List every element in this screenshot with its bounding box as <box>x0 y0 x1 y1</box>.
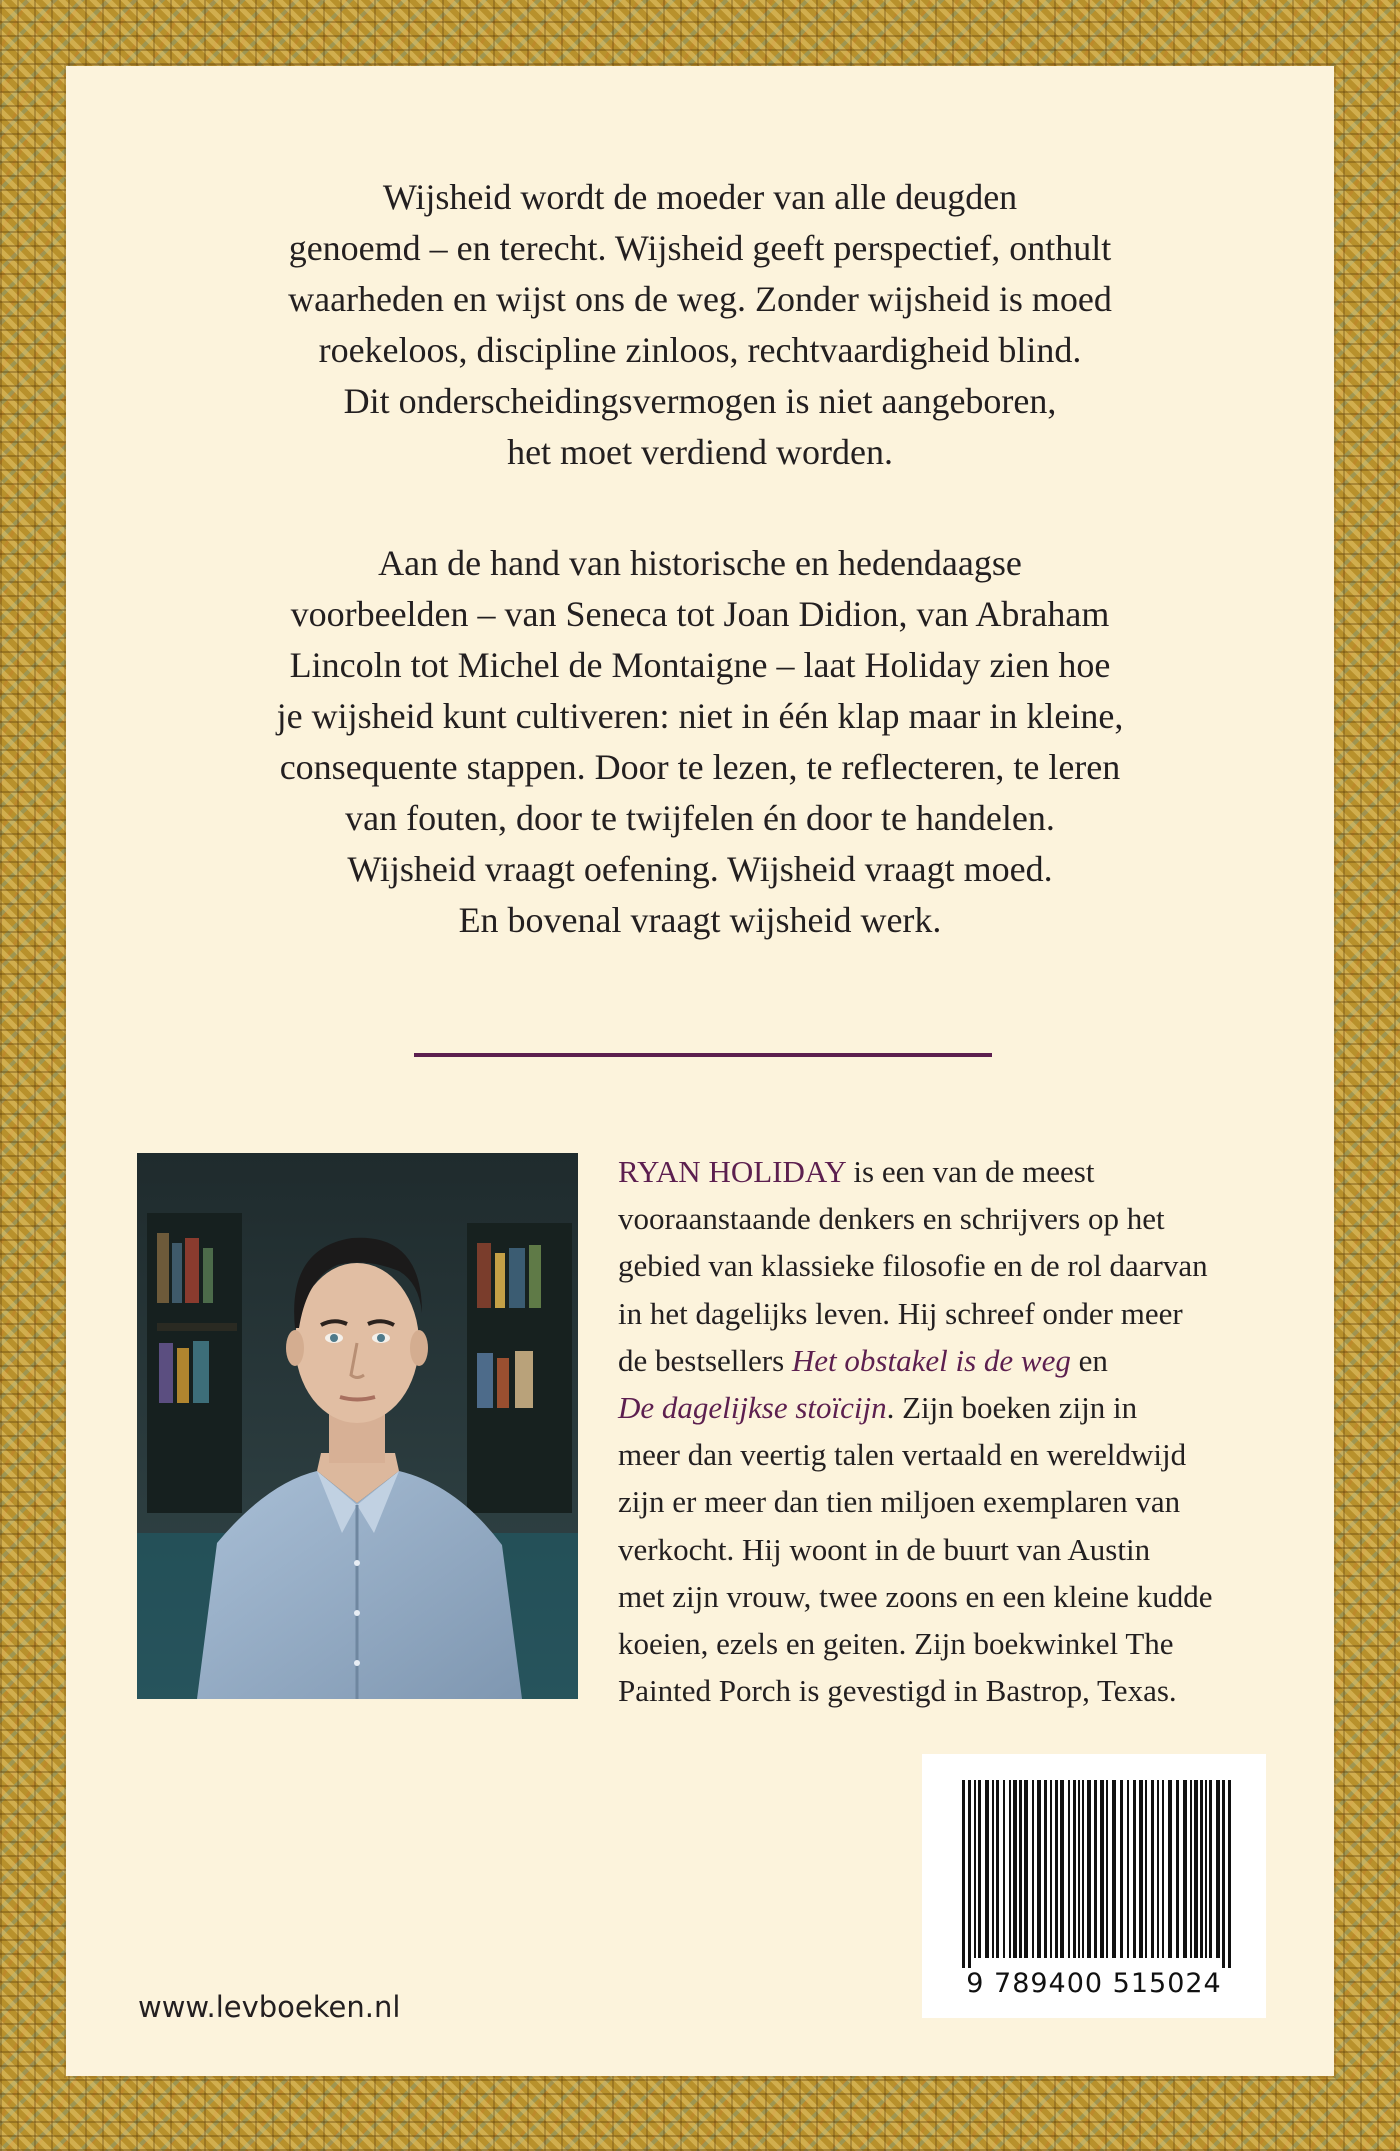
bio-line: vooraanstaande denkers en schrijvers op het <box>618 1201 1165 1237</box>
blurb-line: roekeloos, discipline zinloos, rechtvaardigheid blind. <box>318 330 1082 370</box>
barcode-bar <box>1120 1780 1123 1958</box>
barcode-bar <box>978 1780 981 1958</box>
barcode-bars <box>922 1754 1266 1968</box>
isbn-number: 9 789400 515024 <box>966 1968 1222 1999</box>
barcode-bar <box>1044 1780 1047 1958</box>
blurb-line: En bovenal vraagt wijsheid werk. <box>458 900 942 940</box>
barcode-bar <box>1176 1780 1179 1958</box>
bio-line: gebied van klassieke filosofie en de rol daarvan <box>618 1248 1208 1284</box>
barcode-bar <box>1003 1780 1005 1958</box>
blurb-line: Lincoln tot Michel de Montaigne – laat Holiday zien hoe <box>289 645 1111 685</box>
blurb-line: je wijsheid kunt cultiveren: niet in één klap maar in kleine, <box>276 696 1124 736</box>
blurb-line: waarheden en wijst ons de weg. Zonder wijsheid is moed <box>288 279 1112 319</box>
bio-line: de bestsellers Het obstakel is de weg en <box>618 1342 1108 1378</box>
barcode-bar <box>1009 1780 1011 1958</box>
barcode-bar <box>1209 1780 1212 1958</box>
barcode-bar <box>996 1780 999 1958</box>
bio-line: met zijn vrouw, twee zoons en een kleine kudde <box>618 1578 1213 1614</box>
barcode-bar <box>1157 1780 1159 1958</box>
barcode-bar <box>1112 1780 1116 1958</box>
barcode-bar <box>1094 1780 1097 1958</box>
bio-line: RYAN HOLIDAY is een van de meest <box>618 1154 1095 1189</box>
section-divider <box>414 1053 992 1057</box>
barcode-bar <box>1032 1780 1034 1958</box>
bio-line: koeien, ezels en geiten. Zijn boekwinkel The <box>618 1626 1174 1662</box>
barcode-bar <box>1019 1780 1022 1958</box>
barcode-bar <box>1200 1780 1203 1958</box>
barcode-bar <box>1050 1780 1052 1958</box>
barcode-bar <box>1087 1780 1091 1958</box>
barcode-bar <box>1194 1780 1198 1958</box>
barcode-bar <box>1145 1780 1147 1958</box>
barcode-bar <box>1024 1780 1028 1958</box>
barcode-bar <box>1162 1780 1164 1958</box>
barcode-bar <box>1216 1780 1220 1958</box>
bio-line: De dagelijkse stoïcijn. Zijn boeken zijn in <box>618 1390 1138 1426</box>
barcode-bar <box>968 1780 971 1968</box>
barcode <box>922 1754 1266 2018</box>
barcode-bar <box>1078 1780 1080 1958</box>
bio-line: zijn er meer dan tien miljoen exemplaren van <box>618 1484 1181 1520</box>
barcode-bar <box>1037 1780 1041 1958</box>
blurb-line: van fouten, door te twijfelen én door te handelen. <box>345 798 1055 838</box>
barcode-bar <box>1205 1780 1207 1958</box>
barcode-bar <box>1127 1780 1129 1958</box>
barcode-bar <box>962 1780 965 1968</box>
blurb-line: genoemd – en terecht. Wijsheid geeft perspectief, onthult <box>288 228 1112 268</box>
barcode-bar <box>1060 1780 1064 1958</box>
barcode-bar <box>1190 1780 1192 1958</box>
barcode-bar <box>1222 1780 1225 1968</box>
barcode-bar <box>1139 1780 1143 1958</box>
barcode-bar <box>985 1780 989 1958</box>
book-title: De dagelijkse stoïcijn <box>618 1390 887 1426</box>
blurb-line: Wijsheid vraagt oefening. Wijsheid vraagt moed. <box>347 849 1053 889</box>
blurb-paragraph-1 <box>140 172 1260 478</box>
barcode-bar <box>1183 1780 1187 1958</box>
barcode-bar <box>1151 1780 1154 1958</box>
barcode-bar <box>1055 1780 1058 1958</box>
author-name: RYAN HOLIDAY <box>618 1154 846 1189</box>
blurb-line: consequente stappen. Door te lezen, te reflecteren, te leren <box>279 747 1121 787</box>
publisher-website: www.levboeken.nl <box>138 1990 401 2024</box>
barcode-bar <box>1068 1780 1070 1958</box>
barcode-bar <box>1100 1780 1104 1958</box>
barcode-bar <box>1013 1780 1017 1958</box>
barcode-bar <box>974 1780 976 1958</box>
barcode-bar <box>992 1780 994 1958</box>
blurb-line: het moet verdiend worden. <box>507 432 893 472</box>
barcode-bar <box>1073 1780 1076 1958</box>
blurb-line: voorbeelden – van Seneca tot Joan Didion, van Abraham <box>290 594 1110 634</box>
barcode-bar <box>1082 1780 1084 1958</box>
barcode-bar <box>1168 1780 1172 1958</box>
barcode-bar <box>1228 1780 1231 1968</box>
blurb-paragraph-2 <box>140 538 1260 946</box>
blurb-line: Wijsheid wordt de moeder van alle deugden <box>382 177 1018 217</box>
author-photo <box>137 1153 578 1699</box>
bio-line: meer dan veertig talen vertaald en wereldwijd <box>618 1437 1187 1473</box>
bio-line: verkocht. Hij woont in de buurt van Austin <box>618 1531 1151 1567</box>
book-title: Het obstakel is de weg <box>791 1342 1071 1378</box>
author-portrait-illustration <box>137 1153 578 1699</box>
blurb-line: Dit onderscheidingsvermogen is niet aangeboren, <box>343 381 1057 421</box>
bio-line: Painted Porch is gevestigd in Bastrop, Texas. <box>618 1673 1177 1709</box>
barcode-bar <box>1106 1780 1108 1958</box>
author-bio <box>618 1148 1318 1714</box>
blurb-line: Aan de hand van historische en hedendaagse <box>378 543 1022 583</box>
barcode-bar <box>1133 1780 1136 1958</box>
bio-line: in het dagelijks leven. Hij schreef onder meer <box>618 1295 1183 1331</box>
